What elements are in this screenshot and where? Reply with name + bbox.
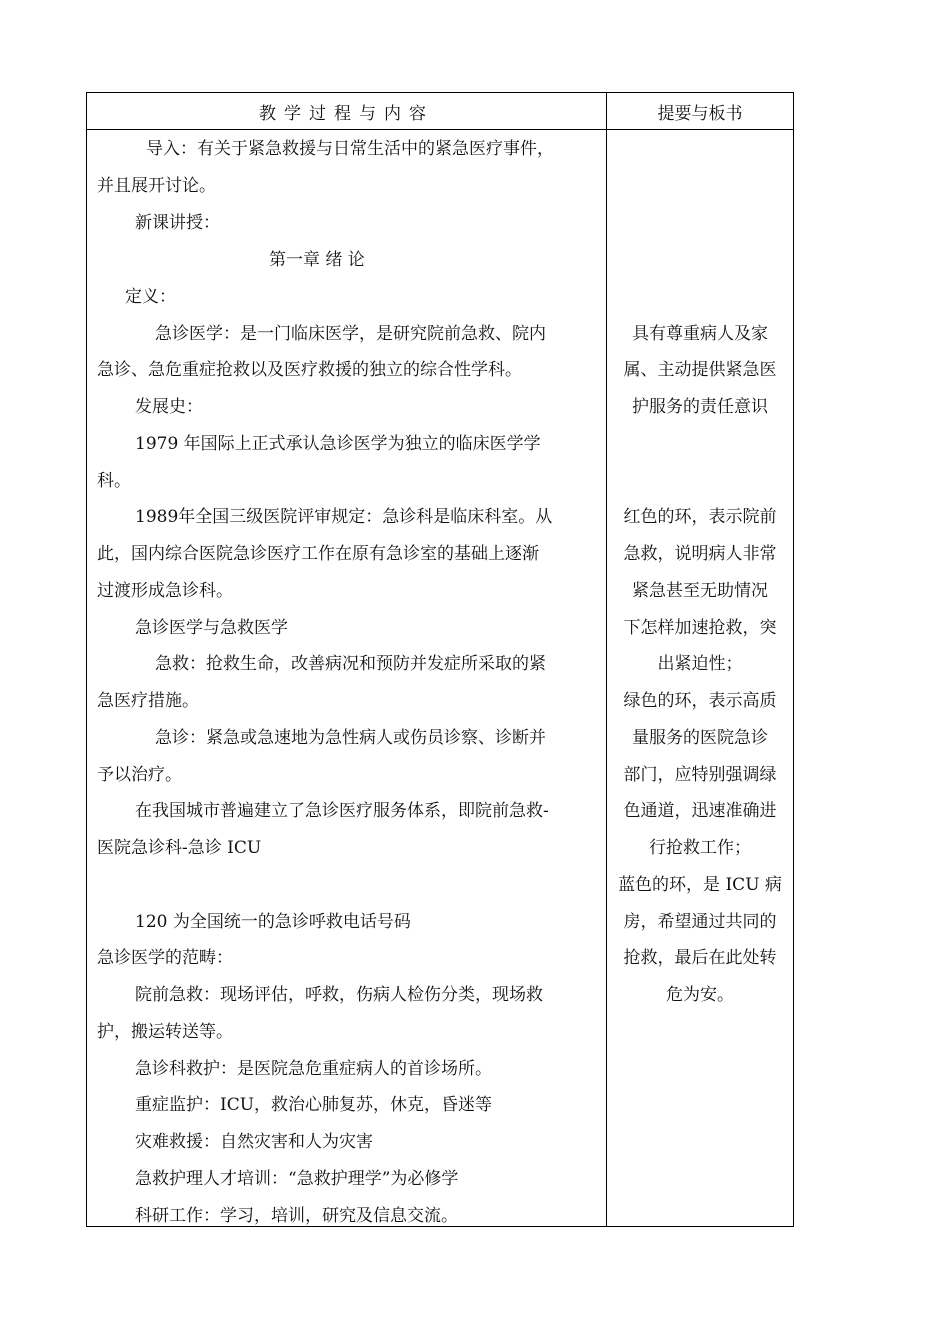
side-note-line: 出紧迫性；	[657, 654, 743, 674]
side-note-line: 属、主动提供紧急医	[623, 360, 777, 380]
text-line: 急诊科救护：是医院急危重症病人的首诊场所。	[135, 1059, 492, 1079]
text-line: 并且展开讨论。	[97, 176, 216, 196]
side-note-line: 绿色的环，表示高质	[623, 691, 777, 711]
text-line: 急诊、急危重症抢救以及医疗救援的独立的综合性学科。	[97, 360, 522, 380]
text-line: 在我国城市普遍建立了急诊医疗服务体系，即院前急救-	[135, 801, 549, 821]
text-line: 医院急诊科-急诊 ICU	[97, 838, 262, 858]
text-line: 新课讲授：	[135, 213, 220, 233]
side-note-line: 下怎样加速抢救，突	[623, 618, 777, 638]
text-line: 急救护理人才培训：“急救护理学”为必修学	[135, 1169, 459, 1189]
text-line: 急诊医学：是一门临床医学，是研究院前急救、院内	[155, 324, 546, 344]
side-note-line: 行抢救工作；	[649, 838, 751, 858]
content-side-cell	[607, 130, 794, 1227]
text-line: 导入：有关于紧急救援与日常生活中的紧急医疗事件，	[146, 139, 554, 159]
side-note-line: 量服务的医院急诊	[632, 728, 768, 748]
content-row	[87, 130, 794, 1227]
text-line: 120 为全国统一的急诊呼救电话号码	[135, 912, 411, 932]
side-note-line: 紧急甚至无助情况	[632, 581, 768, 601]
text-line: 急医疗措施。	[97, 691, 199, 711]
side-note-line: 房，希望通过共同的	[623, 912, 777, 932]
content-main-cell	[87, 130, 607, 1227]
header-side-cell: 提要与板书	[607, 93, 794, 130]
text-line: 急诊：紧急或急速地为急性病人或伤员诊察、诊断并	[155, 728, 546, 748]
text-line: 1989年全国三级医院评审规定：急诊科是临床科室。从	[135, 507, 553, 527]
text-line: 院前急救：现场评估，呼救，伤病人检伤分类，现场救	[135, 985, 543, 1005]
text-line: 灾难救援：自然灾害和人为灾害	[135, 1132, 373, 1152]
text-line: 重症监护：ICU，救治心肺复苏，休克，昏迷等	[135, 1095, 493, 1115]
side-note-line: 蓝色的环，是 ICU 病	[618, 875, 782, 895]
side-note-line: 急救，说明病人非常	[623, 544, 777, 564]
text-line: 科。	[97, 471, 131, 491]
text-line: 予以治疗。	[97, 765, 182, 785]
side-note-line: 抢救，最后在此处转	[623, 948, 777, 968]
text-line: 1979 年国际上正式承认急诊医学为独立的临床医学学	[135, 434, 541, 454]
text-line: 科研工作：学习，培训，研究及信息交流。	[135, 1206, 458, 1226]
side-note-line: 危为安。	[666, 985, 734, 1005]
text-line: 急诊医学的范畴：	[97, 948, 233, 968]
text-line: 发展史：	[135, 397, 203, 417]
text-line: 过渡形成急诊科。	[97, 581, 233, 601]
side-note-line: 红色的环，表示院前	[623, 507, 777, 527]
main-content	[87, 130, 606, 1226]
side-note-line: 护服务的责任意识	[632, 397, 768, 417]
text-line: 急诊医学与急救医学	[135, 618, 288, 638]
text-line: 急救：抢救生命，改善病况和预防并发症所采取的紧	[155, 654, 546, 674]
text-line: 护，搬运转送等。	[97, 1022, 233, 1042]
side-note-line: 部门，应特别强调绿	[623, 765, 777, 785]
side-notes	[607, 130, 793, 1226]
side-note-line: 色通道，迅速准确进	[623, 801, 777, 821]
text-line: 此，国内综合医院急诊医疗工作在原有急诊室的基础上逐渐	[97, 544, 539, 564]
text-line: 定义：	[125, 287, 176, 307]
lesson-table	[86, 92, 794, 1227]
side-note-line: 具有尊重病人及家	[632, 324, 768, 344]
chapter-title: 第一章 绪 论	[269, 250, 365, 270]
header-main-cell: 教学过程与内容	[87, 93, 607, 130]
header-row	[87, 93, 794, 130]
